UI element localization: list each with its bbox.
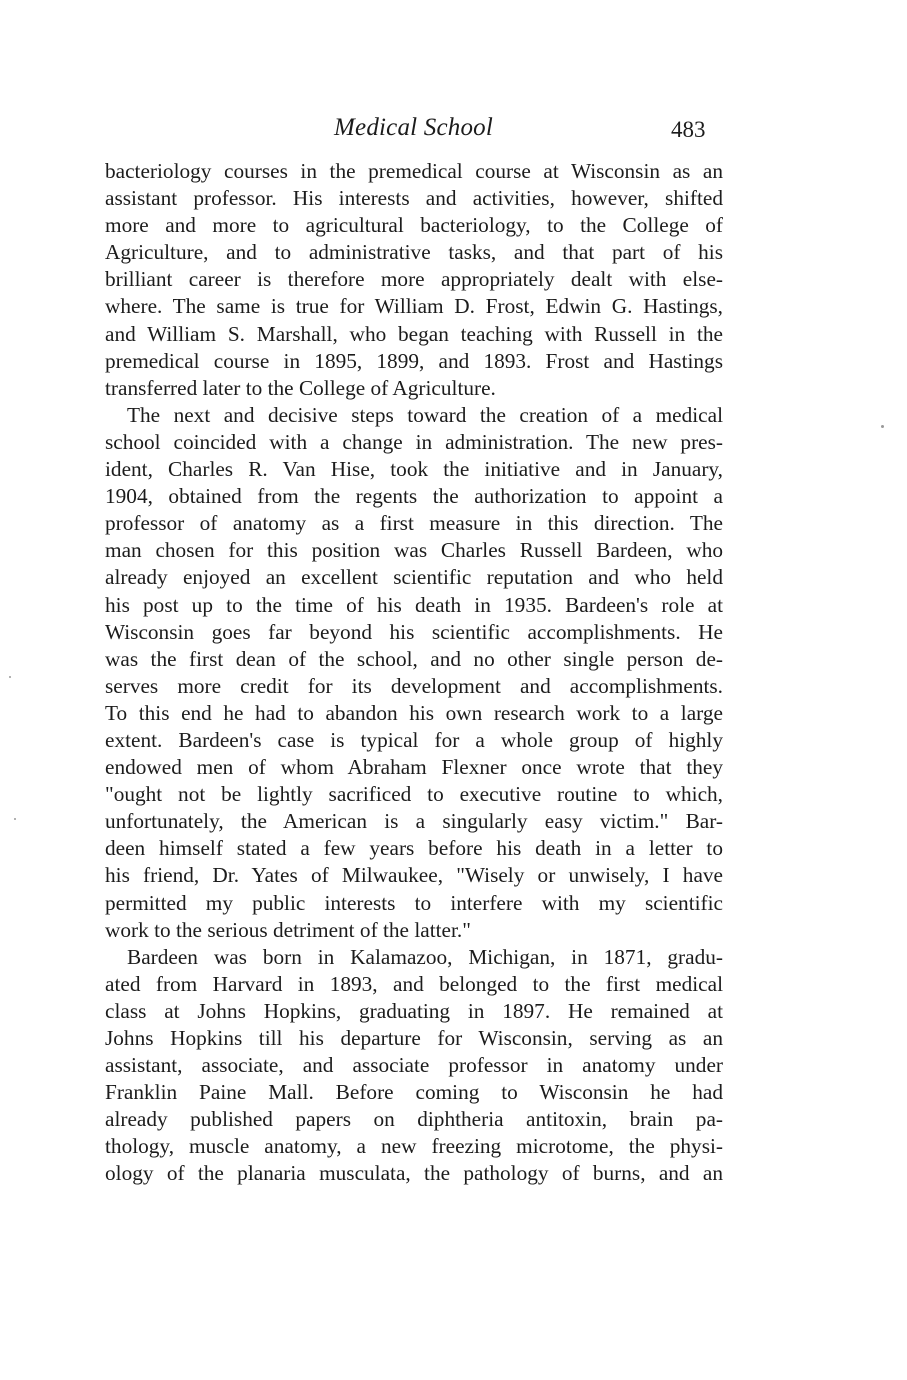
text-line: assistant, associate, and associate professor in anatomy under bbox=[105, 1053, 723, 1078]
text-line: serves more credit for its development and accomplishments. bbox=[105, 673, 723, 698]
text-line: Wisconsin goes far beyond his scientific accomplishments. He bbox=[105, 619, 723, 644]
text-line: assistant professor. His interests and activities, however, shifted bbox=[105, 186, 723, 211]
text-line: Bardeen was born in Kalamazoo, Michigan, in 1871, gradu- bbox=[127, 944, 723, 969]
text-line: premedical course in 1895, 1899, and 1893. Frost and Hastings bbox=[105, 348, 723, 373]
text-line: 1904, obtained from the regents the authorization to appoint a bbox=[105, 484, 723, 509]
text-line: was the first dean of the school, and no other single person de- bbox=[105, 646, 723, 671]
text-line: thology, muscle anatomy, a new freezing microtome, the physi- bbox=[105, 1134, 723, 1159]
text-line: brilliant career is therefore more appropriately dealt with else- bbox=[105, 267, 723, 292]
text-line: his post up to the time of his death in 1935. Bardeen's role at bbox=[105, 592, 723, 617]
text-line: To this end he had to abandon his own research work to a large bbox=[105, 700, 723, 725]
scan-speck bbox=[881, 425, 884, 428]
text-line: man chosen for this position was Charles Russell Bardeen, who bbox=[105, 538, 723, 563]
body-text bbox=[105, 158, 723, 1188]
text-line: extent. Bardeen's case is typical for a whole group of highly bbox=[105, 727, 723, 752]
text-line: his friend, Dr. Yates of Milwaukee, "Wisely or unwisely, I have bbox=[105, 863, 723, 888]
text-line: Agriculture, and to administrative tasks, and that part of his bbox=[105, 240, 723, 265]
text-line: transferred later to the College of Agriculture. bbox=[105, 375, 496, 400]
page-number: 483 bbox=[671, 117, 706, 142]
text-line: already published papers on diphtheria antitoxin, brain pa- bbox=[105, 1107, 723, 1132]
text-line: where. The same is true for William D. Frost, Edwin G. Hastings, bbox=[105, 294, 723, 319]
text-line: school coincided with a change in administration. The new pres- bbox=[105, 429, 723, 454]
text-line: ated from Harvard in 1893, and belonged to the first medical bbox=[105, 971, 723, 996]
text-line: work to the serious detriment of the latter." bbox=[105, 917, 471, 942]
text-line: ident, Charles R. Van Hise, took the initiative and in January, bbox=[105, 457, 723, 482]
text-line: Johns Hopkins till his departure for Wisconsin, serving as an bbox=[105, 1026, 723, 1050]
text-line: endowed men of whom Abraham Flexner once wrote that they bbox=[105, 755, 723, 780]
text-line: deen himself stated a few years before his death in a letter to bbox=[105, 836, 723, 861]
paragraph-2 bbox=[105, 402, 723, 944]
text-line: class at Johns Hopkins, graduating in 1897. He remained at bbox=[105, 998, 723, 1023]
running-title: Medical School bbox=[334, 114, 494, 141]
text-line: and William S. Marshall, who began teaching with Russell in the bbox=[105, 321, 723, 346]
scan-speck bbox=[9, 676, 11, 678]
paragraph-3 bbox=[105, 944, 723, 1188]
text-line: bacteriology courses in the premedical course at Wisconsin as an bbox=[105, 159, 723, 183]
text-line: "ought not be lightly sacrificed to executive routine to which, bbox=[105, 782, 723, 807]
text-line: The next and decisive steps toward the creation of a medical bbox=[127, 402, 723, 427]
scan-speck bbox=[14, 818, 16, 820]
text-line: more and more to agricultural bacteriology, to the College of bbox=[105, 213, 723, 238]
paragraph-1 bbox=[105, 158, 723, 402]
text-line: already enjoyed an excellent scientific reputation and who held bbox=[105, 565, 723, 590]
text-line: unfortunately, the American is a singularly easy victim." Bar- bbox=[105, 809, 723, 834]
text-line: permitted my public interests to interfere with my scientific bbox=[105, 890, 723, 915]
text-line: ology of the planaria musculata, the pathology of burns, and an bbox=[105, 1161, 723, 1186]
text-line: Franklin Paine Mall. Before coming to Wisconsin he had bbox=[105, 1080, 723, 1105]
text-line: professor of anatomy as a first measure in this direction. The bbox=[105, 511, 723, 536]
